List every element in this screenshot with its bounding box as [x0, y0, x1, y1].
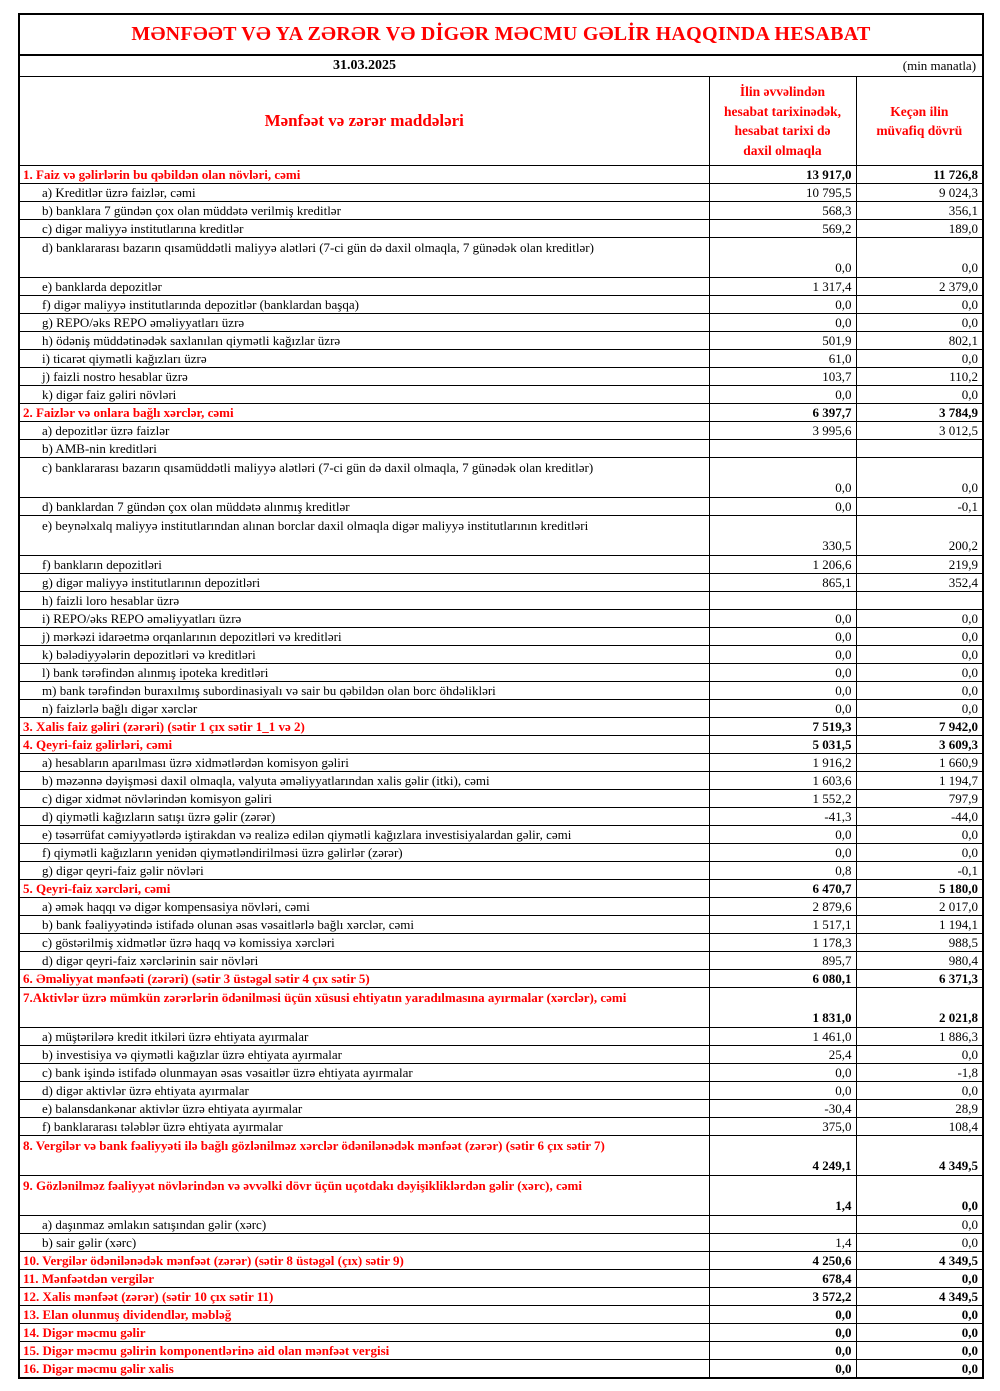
- value-current-period: 0,0: [709, 826, 856, 844]
- value-previous-period: 1 194,7: [856, 772, 983, 790]
- line-item-row: [19, 220, 983, 238]
- value-previous-period: 0,0: [856, 238, 983, 278]
- row-label: 12. Xalis mənfəət (zərər) (sətir 10 çıx sətir 11): [19, 1288, 709, 1306]
- value-current-period: 0,0: [709, 386, 856, 404]
- value-previous-period: 2 017,0: [856, 898, 983, 916]
- value-current-period: -41,3: [709, 808, 856, 826]
- row-label: 2. Faizlər və onlara bağlı xərclər, cəmi: [19, 404, 709, 422]
- value-previous-period: 0,0: [856, 1360, 983, 1379]
- value-current-period: 0,0: [709, 1082, 856, 1100]
- value-previous-period: 3 609,3: [856, 736, 983, 754]
- line-item-row: [19, 844, 983, 862]
- row-label: 6. Əməliyyat mənfəəti (zərəri) (sətir 3 üstəgəl sətir 4 çıx sətir 5): [19, 970, 709, 988]
- value-previous-period: 219,9: [856, 556, 983, 574]
- row-label: m) bank tərəfindən buraxılmış subordinasiyalı və sair bu qəbildən olan borc öhdəlikləri: [19, 682, 709, 700]
- value-previous-period: 3 784,9: [856, 404, 983, 422]
- value-previous-period: 356,1: [856, 202, 983, 220]
- row-label: 3. Xalis faiz gəliri (zərəri) (sətir 1 çıx sətir 1_1 və 2): [19, 718, 709, 736]
- value-current-period: [709, 440, 856, 458]
- value-previous-period: 0,0: [856, 826, 983, 844]
- line-item-row: [19, 386, 983, 404]
- section-row: [19, 1360, 983, 1379]
- value-previous-period: 0,0: [856, 1270, 983, 1288]
- line-item-row: [19, 772, 983, 790]
- line-item-row: [19, 458, 983, 498]
- unit-note: (min manatla): [709, 55, 983, 77]
- line-item-row: [19, 422, 983, 440]
- value-current-period: 6 397,7: [709, 404, 856, 422]
- row-label: 8. Vergilər və bank fəaliyyəti ilə bağlı gözlənilməz xərclər ödənilənədək mənfəət (zərər) (sətir 6 çıx sətir 7): [19, 1136, 709, 1176]
- row-label: e) beynəlxalq maliyyə institutlarından alınan borclar daxil olmaqla digər maliyyə institutlarının kreditləri: [19, 516, 709, 556]
- value-previous-period: 4 349,5: [856, 1136, 983, 1176]
- value-current-period: -30,4: [709, 1100, 856, 1118]
- section-row: [19, 1306, 983, 1324]
- line-item-row: [19, 682, 983, 700]
- value-previous-period: 352,4: [856, 574, 983, 592]
- row-label: b) banklara 7 gündən çox olan müddətə verilmiş kreditlər: [19, 202, 709, 220]
- line-item-row: [19, 184, 983, 202]
- value-current-period: 1,4: [709, 1176, 856, 1216]
- line-item-row: [19, 664, 983, 682]
- value-current-period: 3 995,6: [709, 422, 856, 440]
- value-current-period: 0,0: [709, 1324, 856, 1342]
- value-current-period: 0,0: [709, 610, 856, 628]
- value-current-period: 1 916,2: [709, 754, 856, 772]
- row-label: 16. Digər məcmu gəlir xalis: [19, 1360, 709, 1379]
- row-label: 11. Mənfəətdən vergilər: [19, 1270, 709, 1288]
- value-previous-period: 4 349,5: [856, 1252, 983, 1270]
- line-item-row: [19, 1216, 983, 1234]
- row-label: a) depozitlər üzrə faizlər: [19, 422, 709, 440]
- line-item-row: [19, 1046, 983, 1064]
- value-previous-period: 0,0: [856, 682, 983, 700]
- row-label: b) sair gəlir (xərc): [19, 1234, 709, 1252]
- line-item-row: [19, 898, 983, 916]
- row-label: c) banklararası bazarın qısamüddətli maliyyə alətləri (7-ci gün də daxil olmaqla, 7 günədək olan kreditlər): [19, 458, 709, 498]
- line-item-row: [19, 646, 983, 664]
- line-item-row: [19, 700, 983, 718]
- line-item-row: [19, 296, 983, 314]
- value-previous-period: -0,1: [856, 498, 983, 516]
- value-previous-period: [856, 440, 983, 458]
- value-current-period: 2 879,6: [709, 898, 856, 916]
- line-item-row: [19, 628, 983, 646]
- value-previous-period: 2 021,8: [856, 988, 983, 1028]
- row-label: f) qiymətli kağızların yenidən qiymətləndirilməsi üzrə gəlirlər (zərər): [19, 844, 709, 862]
- previous-period-column-header: Keçən ilin müvafiq dövrü: [856, 77, 983, 166]
- value-current-period: 0,8: [709, 862, 856, 880]
- line-item-row: [19, 808, 983, 826]
- value-current-period: 1 317,4: [709, 278, 856, 296]
- value-current-period: 3 572,2: [709, 1288, 856, 1306]
- value-current-period: 61,0: [709, 350, 856, 368]
- row-label: c) bank işində istifadə olunmayan əsas vəsaitlər üzrə ehtiyata ayırmalar: [19, 1064, 709, 1082]
- section-row: [19, 166, 983, 184]
- items-column-header: Mənfəət və zərər maddələri: [19, 77, 709, 166]
- value-current-period: 0,0: [709, 646, 856, 664]
- row-label: 14. Digər məcmu gəlir: [19, 1324, 709, 1342]
- row-label: k) bələdiyyələrin depozitləri və kreditləri: [19, 646, 709, 664]
- section-row: [19, 880, 983, 898]
- value-current-period: 0,0: [709, 1342, 856, 1360]
- row-label: b) məzənnə dəyişməsi daxil olmaqla, valyuta əməliyyatlarından xalis gəlir (itki), cəmi: [19, 772, 709, 790]
- row-label: 13. Elan olunmuş dividendlər, məbləğ: [19, 1306, 709, 1324]
- section-row: [19, 1324, 983, 1342]
- title-row: [19, 14, 983, 55]
- value-previous-period: 0,0: [856, 1216, 983, 1234]
- row-label: e) təsərrüfat cəmiyyətlərdə iştirakdan və realizə edilən qiymətli kağızlara investisiyalardan gəlir, cəmi: [19, 826, 709, 844]
- row-label: k) digər faiz gəliri növləri: [19, 386, 709, 404]
- row-label: j) faizli nostro hesablar üzrə: [19, 368, 709, 386]
- value-previous-period: -0,1: [856, 862, 983, 880]
- row-label: i) REPO/əks REPO əməliyyatları üzrə: [19, 610, 709, 628]
- row-label: f) bankların depozitləri: [19, 556, 709, 574]
- value-current-period: 6 470,7: [709, 880, 856, 898]
- value-previous-period: 2 379,0: [856, 278, 983, 296]
- row-label: n) faizlərlə bağlı digər xərclər: [19, 700, 709, 718]
- row-label: e) balansdankənar aktivlər üzrə ehtiyata ayırmalar: [19, 1100, 709, 1118]
- value-current-period: 0,0: [709, 700, 856, 718]
- value-current-period: 1 831,0: [709, 988, 856, 1028]
- row-label: d) banklararası bazarın qısamüddətli maliyyə alətləri (7-ci gün də daxil olmaqla, 7 günədək olan kreditlər): [19, 238, 709, 278]
- row-label: a) müştərilərə kredit itkiləri üzrə ehtiyata ayırmalar: [19, 1028, 709, 1046]
- value-current-period: 0,0: [709, 458, 856, 498]
- value-previous-period: 0,0: [856, 610, 983, 628]
- value-current-period: 330,5: [709, 516, 856, 556]
- value-previous-period: 189,0: [856, 220, 983, 238]
- row-label: b) AMB-nin kreditləri: [19, 440, 709, 458]
- value-current-period: 0,0: [709, 1360, 856, 1379]
- row-label: d) digər qeyri-faiz xərclərinin sair növləri: [19, 952, 709, 970]
- value-previous-period: 0,0: [856, 296, 983, 314]
- line-item-row: [19, 826, 983, 844]
- value-previous-period: 0,0: [856, 1082, 983, 1100]
- row-label: a) Kreditlər üzrə faizlər, cəmi: [19, 184, 709, 202]
- value-current-period: 1 178,3: [709, 934, 856, 952]
- line-item-row: [19, 610, 983, 628]
- section-row: [19, 1176, 983, 1216]
- value-current-period: 0,0: [709, 1306, 856, 1324]
- section-row: [19, 404, 983, 422]
- value-previous-period: 110,2: [856, 368, 983, 386]
- value-current-period: 865,1: [709, 574, 856, 592]
- value-current-period: 1 461,0: [709, 1028, 856, 1046]
- value-previous-period: -1,8: [856, 1064, 983, 1082]
- value-current-period: 375,0: [709, 1118, 856, 1136]
- value-current-period: 0,0: [709, 498, 856, 516]
- line-item-row: [19, 314, 983, 332]
- value-previous-period: 0,0: [856, 646, 983, 664]
- value-current-period: 568,3: [709, 202, 856, 220]
- row-label: c) digər xidmət növlərindən komisyon gəliri: [19, 790, 709, 808]
- row-label: a) daşınmaz əmlakın satışından gəlir (xərc): [19, 1216, 709, 1234]
- value-current-period: 1 603,6: [709, 772, 856, 790]
- value-previous-period: 0,0: [856, 628, 983, 646]
- line-item-row: [19, 440, 983, 458]
- row-label: b) investisiya və qiymətli kağızlar üzrə ehtiyata ayırmalar: [19, 1046, 709, 1064]
- value-current-period: 569,2: [709, 220, 856, 238]
- section-row: [19, 1288, 983, 1306]
- value-previous-period: 0,0: [856, 1234, 983, 1252]
- section-row: [19, 718, 983, 736]
- value-previous-period: 0,0: [856, 664, 983, 682]
- value-current-period: 7 519,3: [709, 718, 856, 736]
- value-previous-period: 108,4: [856, 1118, 983, 1136]
- value-previous-period: 980,4: [856, 952, 983, 970]
- value-previous-period: 0,0: [856, 1046, 983, 1064]
- income-statement-table: [18, 13, 984, 1379]
- value-previous-period: 9 024,3: [856, 184, 983, 202]
- value-previous-period: 0,0: [856, 700, 983, 718]
- row-label: 15. Digər məcmu gəlirin komponentlərinə aid olan mənfəət vergisi: [19, 1342, 709, 1360]
- section-row: [19, 1270, 983, 1288]
- line-item-row: [19, 574, 983, 592]
- section-row: [19, 970, 983, 988]
- value-previous-period: 0,0: [856, 1306, 983, 1324]
- value-current-period: 10 795,5: [709, 184, 856, 202]
- row-label: h) ödəniş müddətinədək saxlanılan qiymətli kağızlar üzrə: [19, 332, 709, 350]
- value-current-period: 1 517,1: [709, 916, 856, 934]
- row-label: c) digər maliyyə institutlarına kreditlər: [19, 220, 709, 238]
- row-label: c) göstərilmiş xidmətlər üzrə haqq və komissiya xərcləri: [19, 934, 709, 952]
- value-previous-period: 7 942,0: [856, 718, 983, 736]
- column-header-row: [19, 77, 983, 166]
- value-previous-period: 200,2: [856, 516, 983, 556]
- value-previous-period: 6 371,3: [856, 970, 983, 988]
- line-item-row: [19, 368, 983, 386]
- value-previous-period: 0,0: [856, 1342, 983, 1360]
- row-label: f) banklararası tələblər üzrə ehtiyata ayırmalar: [19, 1118, 709, 1136]
- value-current-period: 501,9: [709, 332, 856, 350]
- date-row: [19, 55, 983, 77]
- row-label: 5. Qeyri-faiz xərcləri, cəmi: [19, 880, 709, 898]
- line-item-row: [19, 350, 983, 368]
- value-previous-period: 0,0: [856, 1324, 983, 1342]
- value-previous-period: [856, 592, 983, 610]
- value-previous-period: 5 180,0: [856, 880, 983, 898]
- line-item-row: [19, 332, 983, 350]
- line-item-row: [19, 916, 983, 934]
- value-current-period: 1 552,2: [709, 790, 856, 808]
- value-previous-period: 1 886,3: [856, 1028, 983, 1046]
- section-row: [19, 1342, 983, 1360]
- value-current-period: 0,0: [709, 314, 856, 332]
- value-previous-period: 0,0: [856, 314, 983, 332]
- line-item-row: [19, 1100, 983, 1118]
- row-label: b) bank fəaliyyətində istifadə olunan əsas vəsaitlərlə bağlı xərclər, cəmi: [19, 916, 709, 934]
- value-current-period: 678,4: [709, 1270, 856, 1288]
- line-item-row: [19, 754, 983, 772]
- value-current-period: [709, 1216, 856, 1234]
- line-item-row: [19, 498, 983, 516]
- row-label: i) ticarət qiymətli kağızları üzrə: [19, 350, 709, 368]
- current-period-column-header: İlin əvvəlindən hesabat tarixinədək, hesabat tarixi də daxil olmaqla: [709, 77, 856, 166]
- value-current-period: 0,0: [709, 664, 856, 682]
- value-previous-period: 988,5: [856, 934, 983, 952]
- line-item-row: [19, 1082, 983, 1100]
- value-current-period: 0,0: [709, 628, 856, 646]
- line-item-row: [19, 862, 983, 880]
- value-current-period: [709, 592, 856, 610]
- value-current-period: 1,4: [709, 1234, 856, 1252]
- row-label: a) əmək haqqı və digər kompensasiya növləri, cəmi: [19, 898, 709, 916]
- value-current-period: 103,7: [709, 368, 856, 386]
- line-item-row: [19, 556, 983, 574]
- value-previous-period: 4 349,5: [856, 1288, 983, 1306]
- row-label: f) digər maliyyə institutlarında depozitlər (banklardan başqa): [19, 296, 709, 314]
- value-previous-period: -44,0: [856, 808, 983, 826]
- row-label: d) qiymətli kağızların satışı üzrə gəlir (zərər): [19, 808, 709, 826]
- line-item-row: [19, 1118, 983, 1136]
- value-current-period: 0,0: [709, 844, 856, 862]
- line-item-row: [19, 952, 983, 970]
- row-label: e) banklarda depozitlər: [19, 278, 709, 296]
- section-row: [19, 1136, 983, 1176]
- section-row: [19, 736, 983, 754]
- line-item-row: [19, 1234, 983, 1252]
- report-title: MƏNFƏƏT VƏ YA ZƏRƏR VƏ DİGƏR MƏCMU GƏLİR HAQQINDA HESABAT: [19, 14, 983, 55]
- line-item-row: [19, 278, 983, 296]
- report-date: 31.03.2025: [19, 55, 709, 77]
- table-head: [19, 14, 983, 166]
- value-current-period: 0,0: [709, 238, 856, 278]
- line-item-row: [19, 202, 983, 220]
- value-previous-period: 0,0: [856, 844, 983, 862]
- row-label: l) bank tərəfindən alınmış ipoteka kreditləri: [19, 664, 709, 682]
- row-label: g) REPO/əks REPO əməliyyatları üzrə: [19, 314, 709, 332]
- value-current-period: 13 917,0: [709, 166, 856, 184]
- row-label: g) digər maliyyə institutlarının depozitləri: [19, 574, 709, 592]
- value-previous-period: 0,0: [856, 458, 983, 498]
- value-previous-period: 0,0: [856, 386, 983, 404]
- row-label: a) hesabların aparılması üzrə xidmətlərdən komisyon gəliri: [19, 754, 709, 772]
- section-row: [19, 988, 983, 1028]
- value-current-period: 0,0: [709, 682, 856, 700]
- row-label: g) digər qeyri-faiz gəlir növləri: [19, 862, 709, 880]
- value-previous-period: 1 660,9: [856, 754, 983, 772]
- row-label: 10. Vergilər ödənilənədək mənfəət (zərər) (sətir 8 üstəgəl (çıx) sətir 9): [19, 1252, 709, 1270]
- value-previous-period: 1 194,1: [856, 916, 983, 934]
- row-label: d) banklardan 7 gündən çox olan müddətə alınmış kreditlər: [19, 498, 709, 516]
- line-item-row: [19, 592, 983, 610]
- value-current-period: 895,7: [709, 952, 856, 970]
- row-label: 7.Aktivlər üzrə mümkün zərərlərin ödənilməsi üçün xüsusi ehtiyatın yaradılmasına ayırmalar (xərclər), cəmi: [19, 988, 709, 1028]
- row-label: 4. Qeyri-faiz gəlirləri, cəmi: [19, 736, 709, 754]
- row-label: j) mərkəzi idarəetmə orqanlarının depozitləri və kreditləri: [19, 628, 709, 646]
- value-previous-period: 28,9: [856, 1100, 983, 1118]
- row-label: 1. Faiz və gəlirlərin bu qəbildən olan növləri, cəmi: [19, 166, 709, 184]
- section-row: [19, 1252, 983, 1270]
- line-item-row: [19, 1064, 983, 1082]
- value-previous-period: 802,1: [856, 332, 983, 350]
- row-label: d) digər aktivlər üzrə ehtiyata ayırmalar: [19, 1082, 709, 1100]
- value-current-period: 0,0: [709, 1064, 856, 1082]
- value-current-period: 5 031,5: [709, 736, 856, 754]
- value-current-period: 4 250,6: [709, 1252, 856, 1270]
- value-current-period: 0,0: [709, 296, 856, 314]
- value-previous-period: 3 012,5: [856, 422, 983, 440]
- value-previous-period: 0,0: [856, 350, 983, 368]
- value-previous-period: 797,9: [856, 790, 983, 808]
- value-current-period: 1 206,6: [709, 556, 856, 574]
- line-item-row: [19, 790, 983, 808]
- value-previous-period: 11 726,8: [856, 166, 983, 184]
- row-label: h) faizli loro hesablar üzrə: [19, 592, 709, 610]
- line-item-row: [19, 238, 983, 278]
- line-item-row: [19, 1028, 983, 1046]
- line-item-row: [19, 516, 983, 556]
- value-previous-period: 0,0: [856, 1176, 983, 1216]
- value-current-period: 4 249,1: [709, 1136, 856, 1176]
- value-current-period: 6 080,1: [709, 970, 856, 988]
- value-current-period: 25,4: [709, 1046, 856, 1064]
- table-body: [19, 166, 983, 1379]
- line-item-row: [19, 934, 983, 952]
- row-label: 9. Gözlənilməz fəaliyyət növlərindən və əvvəlki dövr üçün uçotdakı dəyişikliklərdən gəlir (xərc), cəmi: [19, 1176, 709, 1216]
